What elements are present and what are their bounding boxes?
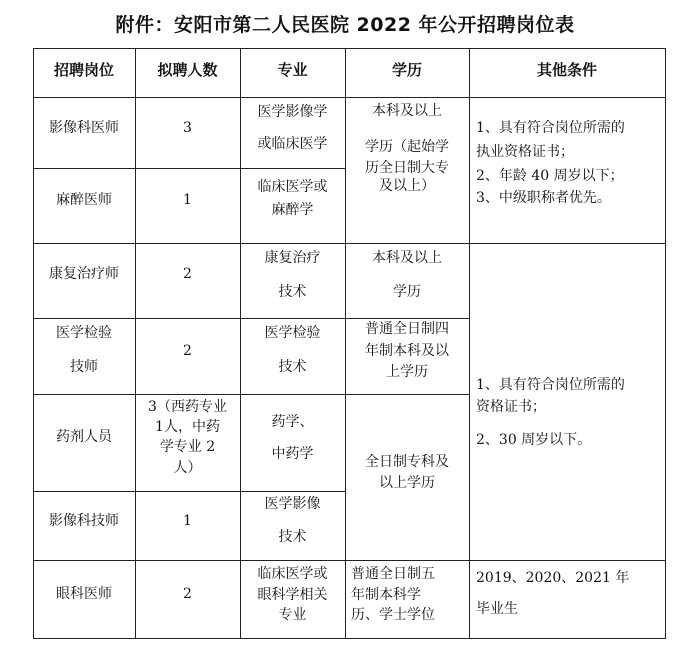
- cell-count: 3（西药专业: [148, 399, 227, 415]
- header-position: 招聘岗位: [53, 61, 114, 79]
- table-rule: [469, 48, 470, 639]
- cell-education: 学历: [393, 284, 421, 300]
- cell-major: 技术: [278, 359, 307, 375]
- cell-education: 历全日制大专: [365, 160, 449, 176]
- table-border: [665, 48, 666, 639]
- cell-count: 人）: [173, 460, 202, 476]
- cell-major: 康复治疗: [264, 250, 321, 266]
- cell-position: 技师: [70, 359, 98, 375]
- cell-count: 2: [183, 343, 192, 359]
- cell-position: 康复治疗师: [49, 266, 119, 282]
- cell-education: 以上学历: [379, 475, 435, 491]
- cell-conditions: 2、年龄 40 周岁以下；: [476, 168, 624, 184]
- cell-major: 药学、: [271, 414, 314, 430]
- cell-education: 本科及以上: [372, 250, 442, 266]
- cell-education: 本科及以上: [372, 103, 442, 119]
- header-major: 专业: [277, 61, 308, 79]
- cell-major: 技术: [278, 529, 307, 545]
- cell-major: 麻醉学: [271, 202, 314, 218]
- cell-education: 普通全日制四: [365, 321, 449, 337]
- cell-education: 及以上）: [379, 178, 435, 194]
- table-rule: [33, 243, 666, 244]
- cell-conditions: 1、具有符合岗位所需的: [476, 120, 625, 136]
- header-education: 学历: [391, 61, 422, 79]
- cell-count: 1人，中药: [155, 419, 220, 435]
- table-border: [33, 638, 666, 639]
- header-count: 拟聘人数: [157, 61, 218, 79]
- cell-position: 麻醉医师: [56, 192, 112, 208]
- cell-education: 年制本科学: [351, 587, 421, 603]
- cell-major: 医学检验: [264, 325, 321, 341]
- cell-major: 临床医学或: [257, 566, 328, 582]
- cell-major: 医学影像学: [257, 104, 328, 120]
- cell-count: 2: [183, 266, 192, 282]
- table-rule: [33, 394, 469, 395]
- cell-major: 专业: [278, 607, 307, 623]
- cell-conditions: 2019、2020、2021 年: [476, 570, 630, 586]
- cell-position: 影像科技师: [49, 513, 119, 529]
- cell-education: 学历（起始学: [365, 139, 449, 155]
- cell-major: 中药学: [271, 446, 314, 462]
- cell-education: 年制本科及以: [365, 343, 449, 359]
- cell-conditions: 执业资格证书；: [476, 144, 574, 160]
- cell-count: 3: [183, 120, 192, 136]
- cell-major: 临床医学或: [257, 179, 328, 195]
- cell-conditions: 3、中级职称者优先。: [476, 190, 611, 206]
- cell-major: 医学影像: [264, 496, 321, 512]
- table-rule: [33, 97, 666, 98]
- table-border: [33, 48, 666, 49]
- cell-count: 1: [183, 513, 192, 529]
- table-rule: [33, 560, 666, 561]
- cell-position: 药剂人员: [56, 429, 112, 445]
- cell-count: 学专业 2: [159, 439, 216, 455]
- cell-major: 或临床医学: [257, 136, 328, 152]
- cell-position: 眼科医师: [56, 586, 112, 602]
- cell-conditions: 1、具有符合岗位所需的: [476, 377, 625, 393]
- cell-position: 影像科医师: [49, 120, 119, 136]
- table-rule: [33, 491, 345, 492]
- table-rule: [33, 318, 469, 319]
- cell-conditions: 2、30 周岁以下。: [476, 432, 592, 448]
- cell-education: 全日制专科及: [365, 454, 449, 470]
- cell-education: 普通全日制五: [351, 566, 435, 582]
- cell-education: 历、学士学位: [351, 607, 435, 623]
- cell-conditions: 资格证书；: [476, 399, 546, 415]
- cell-education: 上学历: [386, 364, 428, 380]
- cell-position: 医学检验: [56, 325, 112, 341]
- cell-major: 技术: [278, 284, 307, 300]
- table-rule: [33, 168, 345, 169]
- document-title: 附件：安阳市第二人民医院 2022 年公开招聘岗位表: [115, 14, 575, 36]
- cell-count: 1: [183, 192, 192, 208]
- header-conditions: 其他条件: [536, 61, 597, 79]
- cell-conditions: 毕业生: [476, 601, 518, 617]
- cell-major: 眼科学相关: [257, 587, 328, 603]
- cell-count: 2: [183, 586, 192, 602]
